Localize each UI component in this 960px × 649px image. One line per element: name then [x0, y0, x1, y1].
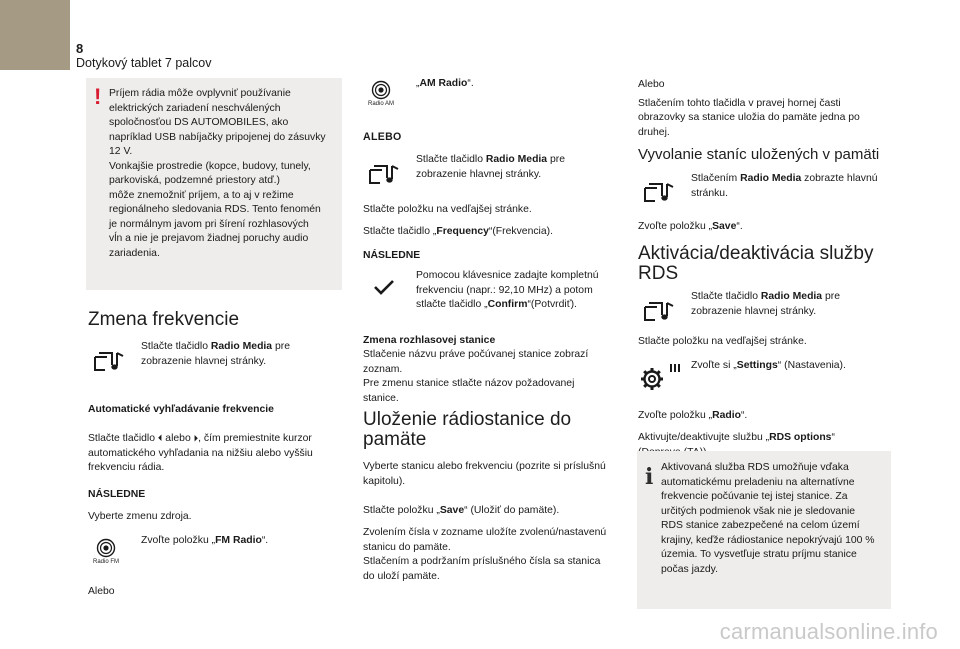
select-source-text: Vyberte zmenu zdroja.	[88, 511, 192, 522]
radio-select-text: Zvoľte položku „Radio“.	[638, 410, 748, 421]
then-label: NÁSLEDNE	[88, 489, 146, 500]
warning-text: Príjem rádia môže ovplyvniť používanie elektrických zariadení neschválených spoločnosťou DS AUTOMOBILES, ako napríklad USB nabíjačky pripojenej do zásuvky 12 V. Vonkajšie prostredie (kopce, budovy, tunely, parkoviská, podzemné priestory atď.) môže znemožniť príjem, a to aj v režime regionálneho sledovania RDS. Tento fenomén je normálnym javom pri šírení rozhlasových vĺn a nie je prejavom žiadnej poruchy audio zariadenia.	[109, 88, 326, 259]
next-page-text: Stlačte položku na vedľajšej stránke.	[363, 204, 532, 215]
save-list-text: Zvolením čísla v zozname uložíte zvolenú/nastavenú stanicu do pamäte. Stlačením a podržaním príslušného čísla sa stanica do uloží pamäte.	[363, 527, 607, 582]
arrow-right-icon: ⏵	[193, 433, 199, 443]
radio-fm-icon: Radio FM	[93, 538, 119, 565]
keypad-instruction: Pomocou klávesnice zadajte kompletnú frekvenciu (napr.: 92,10 MHz) a potom stlačte tlačidlo „Confirm“(Potvrdiť).	[416, 270, 599, 310]
info-icon: i	[645, 464, 654, 490]
frequency-instruction: Stlačte tlačidlo „Frequency“(Frekvencia).	[363, 226, 553, 237]
auto-tuning-text: Stlačte tlačidlo ⏴ alebo ⏵, čím premiestnite kurzor automatického vyhľadania na nižšiu alebo vyššiu frekvenciu rádia.	[88, 433, 313, 473]
radio-media-icon	[642, 297, 678, 323]
settings-instruction: Zvoľte si „Settings“ (Nastavenia).	[691, 360, 846, 371]
radio-media-instruction: Stlačte tlačidlo Radio Media pre zobrazenie hlavnej stránky.	[141, 341, 290, 367]
header-title: Dotykový tablet 7 palcov	[76, 56, 212, 70]
then-label-2: NÁSLEDNE	[363, 250, 421, 261]
radio-am-icon: Radio AM	[368, 80, 394, 107]
radio-media-icon	[642, 178, 678, 204]
or-label: ALEBO	[363, 131, 402, 143]
recall-instruction: Stlačením Radio Media zobrazte hlavnú stránku.	[691, 173, 878, 199]
watermark: carmanualsonline.info	[719, 619, 938, 644]
station-change-text: Stlačenie názvu práve počúvanej stanice zobrazí zoznam. Pre zmenu stanice stlačte názov požadovanej stanice.	[363, 349, 589, 404]
rds-media-instruction: Stlačte tlačidlo Radio Media pre zobrazenie hlavnej stránky.	[691, 291, 840, 317]
auto-tuning-title: Automatické vyhľadávanie frekvencie	[88, 404, 274, 415]
fm-radio-instruction: Zvoľte položku „FM Radio“.	[141, 535, 269, 546]
recall-save-text: Zvoľte položku „Save“.	[638, 221, 743, 232]
save-intro-text: Alebo Stlačením tohto tlačidla v pravej hornej časti obrazovky sa stanice uložia do pamäte jedna po druhej.	[638, 79, 860, 138]
info-text: Aktivovaná služba RDS umožňuje vďaka automatickému preladeniu na alternatívne frekvencie počúvanie tej istej stanice. Za určitých podmienok však nie je sledovanie RDS stanice zabezpečené na celom území krajiny, keďže rádiostanice nepokrývajú 100 % územia. To vysvetľuje stratu príjmu stanice počas jazdy.	[661, 462, 875, 575]
rds-next-page-text: Stlačte položku na vedľajšej stránke.	[638, 336, 807, 347]
heading-change-frequency: Zmena frekvencie	[88, 309, 240, 330]
radio-media-icon	[92, 347, 128, 373]
rds-options-text: Aktivujte/deaktivujte službu „RDS options“	[638, 432, 835, 443]
radio-media-icon	[367, 160, 403, 186]
radio-media-instruction-2: Stlačte tlačidlo Radio Media pre zobrazenie hlavnej stránky.	[416, 154, 565, 180]
page-corner-block	[0, 0, 70, 70]
am-radio-instruction: „AM Radio“.	[416, 78, 474, 89]
or-text: Alebo	[88, 586, 115, 597]
heading-recall-stations: Vyvolanie staníc uložených v pamäti	[638, 146, 880, 163]
arrow-left-icon: ⏴	[157, 433, 163, 443]
heading-rds: Aktivácia/deaktivácia služby RDS	[638, 243, 874, 284]
heading-save-station: Uloženie rádiostanice do pamäte	[363, 409, 572, 450]
station-change-title: Zmena rozhlasovej stanice	[363, 335, 496, 346]
checkmark-icon	[373, 279, 395, 295]
save-press-text: Stlačte položku „Save“ (Uložiť do pamäte).	[363, 505, 560, 516]
save-select-text: Vyberte stanicu alebo frekvenciu (pozrite si príslušnú kapitolu).	[363, 461, 606, 487]
warning-icon: !	[94, 84, 102, 109]
page-number: 8	[76, 41, 84, 56]
settings-gear-icon	[640, 362, 682, 392]
